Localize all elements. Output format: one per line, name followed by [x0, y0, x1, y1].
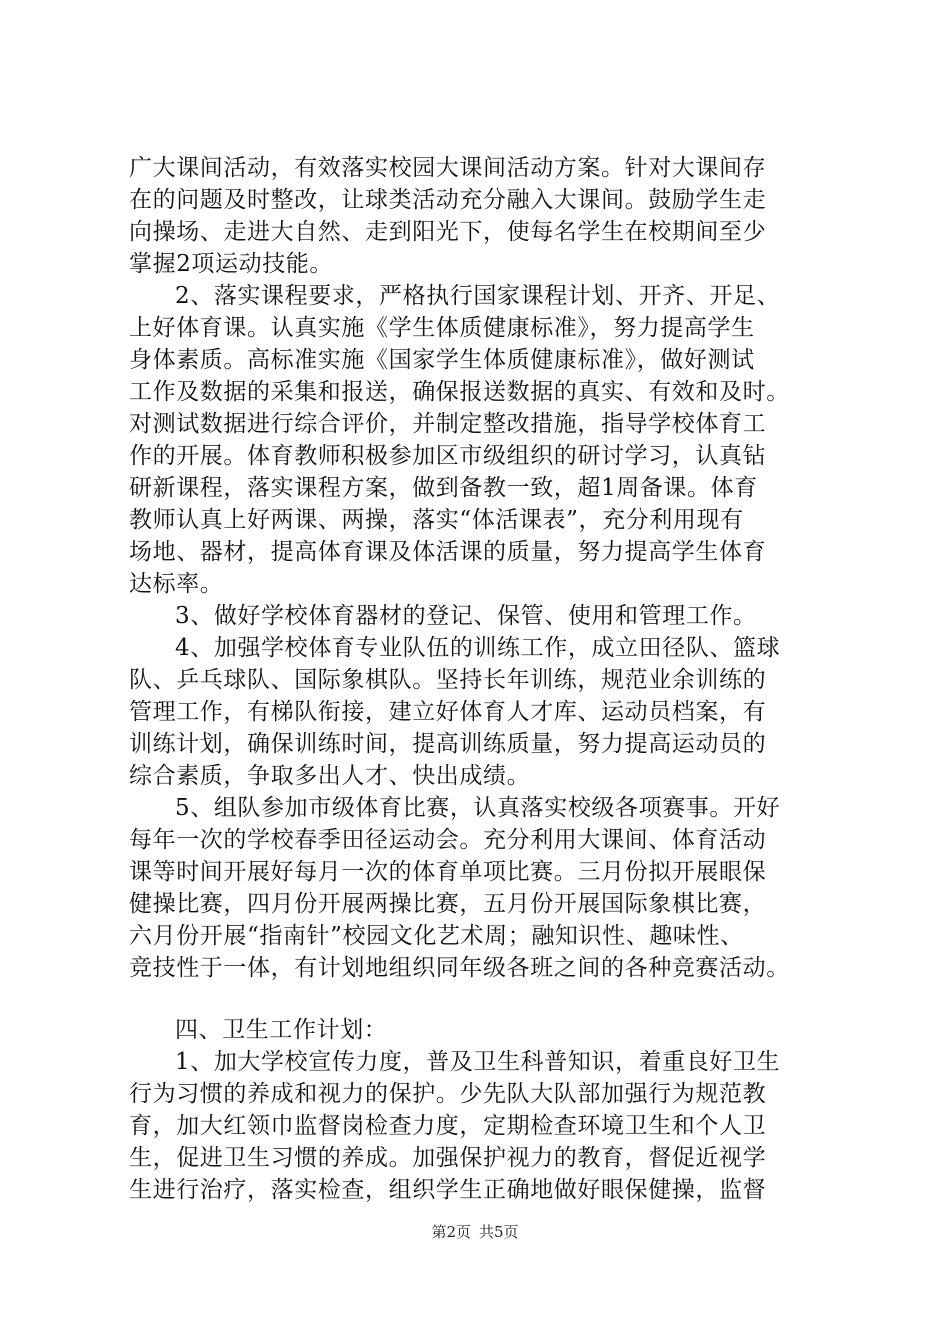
text-line: 2、落实课程要求，严格执行国家课程计划、开齐、开足、	[175, 283, 781, 309]
text-line: 教师认真上好两课、两操，落实“体活课表”，充分利用现有	[129, 507, 744, 533]
text-line: 3、做好学校体育器材的登记、保管、使用和管理工作。	[175, 603, 757, 629]
text-line: 掌握2项运动技能。	[129, 251, 334, 277]
page-footer	[0, 1222, 950, 1242]
text-line: 4、加强学校体育专业队伍的训练工作，成立田径队、篮球	[175, 635, 781, 661]
text-line: 行为习惯的养成和视力的保护。少先队大队部加强行为规范教	[129, 1081, 767, 1107]
text-line: 管理工作，有梯队衔接，建立好体育人才库、运动员档案，有	[129, 699, 767, 725]
text-line: 5、组队参加市级体育比赛，认真落实校级各项赛事。开好	[175, 795, 781, 821]
text-line: 育，加大红领巾监督岗检查力度，定期检查环境卫生和个人卫	[129, 1113, 767, 1139]
text-line: 六月份开展“指南针”校园文化艺术周；融知识性、趣味性、	[129, 923, 744, 949]
text-line: 对测试数据进行综合评价，并制定整改措施，指导学校体育工	[129, 411, 767, 437]
text-line: 生进行治疗，落实检查，组织学生正确地做好眼保健操，监督	[129, 1177, 767, 1203]
text-line: 训练计划，确保训练时间，提高训练质量，努力提高运动员的	[129, 731, 767, 757]
text-line: 队、乒乓球队、国际象棋队。坚持长年训练，规范业余训练的	[129, 667, 767, 693]
text-line: 身体素质。高标准实施《国家学生体质健康标准》，做好测试	[129, 347, 755, 373]
text-line: 向操场、走进大自然、走到阳光下，使每名学生在校期间至少	[129, 219, 767, 245]
text-line: 上好体育课。认真实施《学生体质健康标准》，努力提高学生	[129, 315, 755, 341]
text-line: 课等时间开展好每月一次的体育单项比赛。三月份拟开展眼保	[129, 859, 767, 885]
paragraph-gap	[129, 984, 829, 1014]
text-line: 工作及数据的采集和报送，确保报送数据的真实、有效和及时。	[129, 379, 790, 405]
text-line: 四、卫生工作计划：	[175, 1017, 388, 1043]
text-line: 广大课间活动，有效落实校园大课间活动方案。针对大课间存	[129, 155, 767, 181]
body-text	[129, 152, 829, 1206]
text-line: 1、加大学校宣传力度，普及卫生科普知识，着重良好卫生	[175, 1049, 781, 1075]
text-line: 达标率。	[129, 571, 224, 597]
text-line: 在的问题及时整改，让球类活动充分融入大课间。鼓励学生走	[129, 187, 767, 213]
text-line: 研新课程，落实课程方案，做到备教一致，超1周备课。体育	[129, 475, 758, 501]
text-line: 作的开展。体育教师积极参加区市级组织的研讨学习，认真钻	[129, 443, 767, 469]
text-line: 每年一次的学校春季田径运动会。充分利用大课间、体育活动	[129, 827, 767, 853]
text-line: 综合素质，争取多出人才、快出成绩。	[129, 763, 531, 789]
text-line: 健操比赛，四月份开展两操比赛，五月份开展国际象棋比赛，	[129, 891, 767, 917]
text-line: 生，促进卫生习惯的养成。加强保护视力的教育，督促近视学	[129, 1145, 767, 1171]
page-number: 第2页	[431, 1223, 471, 1241]
text-line: 竞技性于一体，有计划地组织同年级各班之间的各种竞赛活动。	[129, 955, 790, 981]
text-line: 场地、器材，提高体育课及体活课的质量，努力提高学生体育	[129, 539, 767, 565]
page-total: 共5页	[479, 1223, 519, 1241]
